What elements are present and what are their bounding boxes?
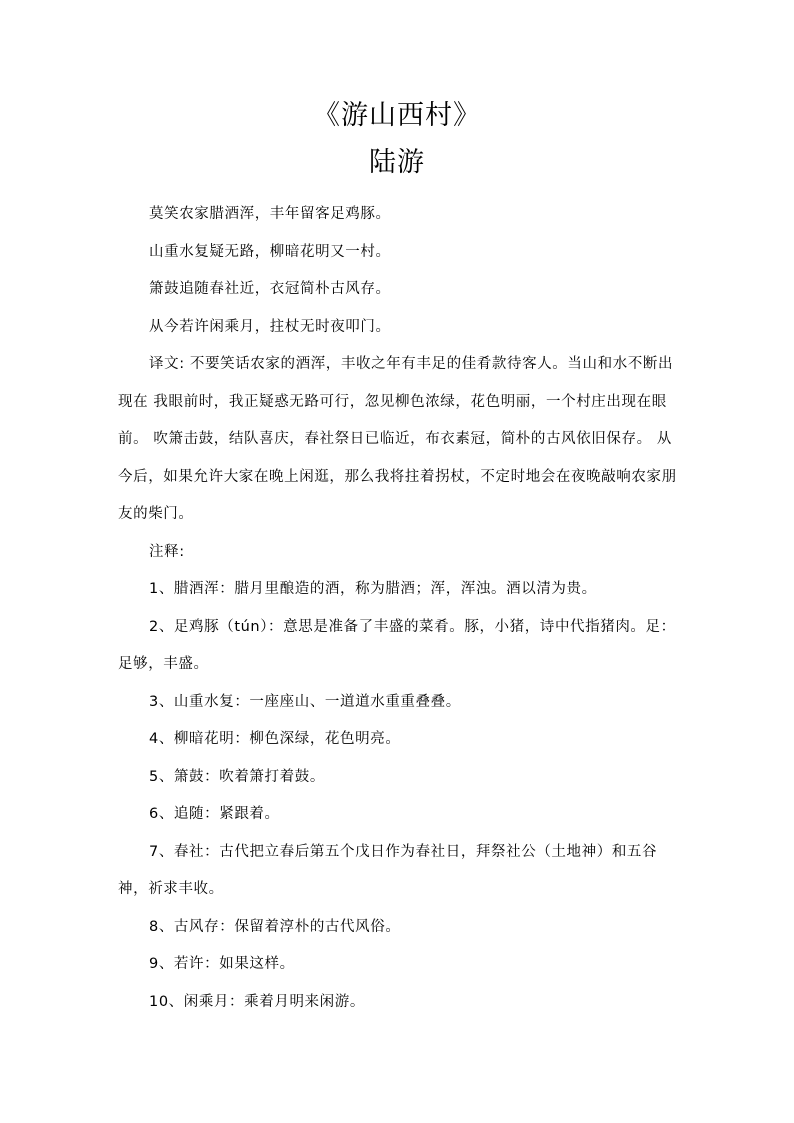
note-item: 4、柳暗花明：柳色深绿，花色明亮。: [149, 731, 401, 747]
note-item: 2、足鸡豚（tún）：意思是准备了丰盛的菜肴。豚，小猪，诗中代指猪肉。足：足够，丰盛。: [118, 618, 676, 672]
poem-line: 莫笑农家腊酒浑，丰年留客足鸡豚。: [149, 206, 391, 222]
note-item: 8、古风存：保留着淳朴的古代风俗。: [149, 918, 401, 935]
note-item: 3、山重水复：一座座山、一道道水重重叠叠。: [149, 693, 461, 710]
poem-line: 山重水复疑无路，柳暗花明又一村。: [149, 243, 391, 260]
note-item: 9、若许：如果这样。: [149, 956, 295, 972]
poem-title: 《游山西村》: [313, 100, 481, 131]
note-item: 1、腊酒浑：腊月里酿造的酒，称为腊酒；浑，浑浊。酒以清为贵。: [149, 581, 597, 597]
poem-line: 箫鼓追随春社近，衣冠简朴古风存。: [149, 281, 391, 297]
poem-author: 陆游: [369, 147, 425, 178]
notes-heading: 注释:: [149, 543, 185, 560]
translation-paragraph: 译文: 不要笑话农家的酒浑，丰收之年有丰足的佳肴款待客人。当山和水不断出现在 我眼前时，我正疑惑无路可行，忽见柳色浓绿，花色明丽，一个村庄出现在眼前。 吹箫击鼓，结队喜庆，春社祭日已临近，布衣素冠，简朴的古风依旧保存。 从今后，如果允许大家在晚上闲逛，那么我将拄着拐杖，不定时地会在夜晚敲响农家朋友的柴门。: [118, 356, 677, 522]
note-item: 7、春社：古代把立春后第五个戊日作为春社日，拜祭社公（土地神）和五谷神，祈求丰收。: [118, 843, 658, 897]
poem-line: 从今若许闲乘月，拄杖无时夜叩门。: [149, 318, 391, 335]
document-body: [118, 196, 678, 1021]
note-item: 6、追随：紧跟着。: [149, 806, 280, 822]
note-item: 10、闲乘月：乘着月明来闲游。: [149, 993, 365, 1010]
note-item: 5、箫鼓：吹着箫打着鼓。: [149, 768, 325, 785]
